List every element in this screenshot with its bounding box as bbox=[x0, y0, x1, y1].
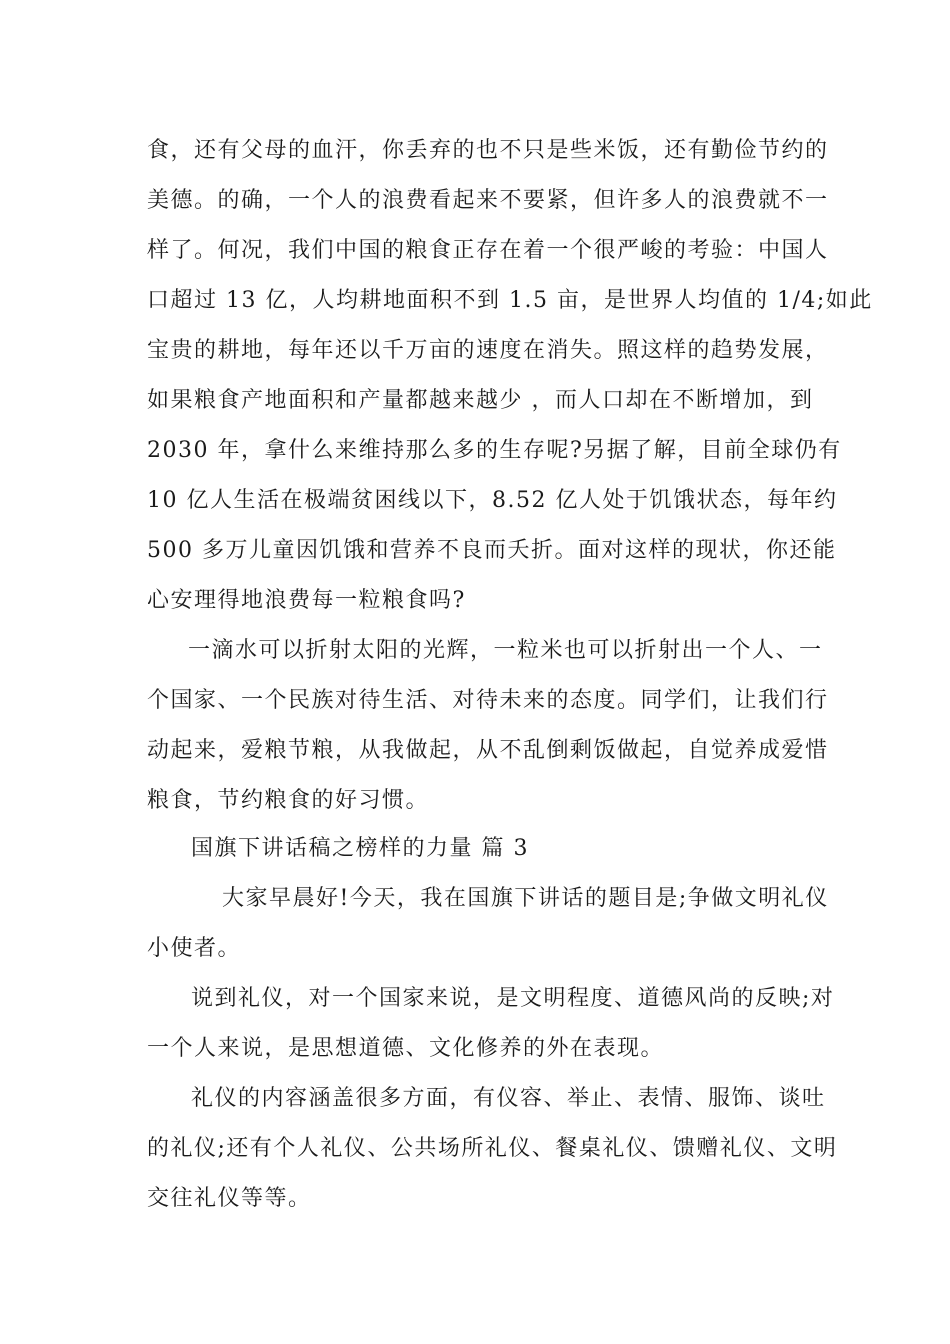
text-line: 礼仪的内容涵盖很多方面，有仪容、举止、表情、服饰、谈吐 bbox=[191, 1086, 826, 1111]
text-line: 食，还有父母的血汗，你丢弃的也不只是些米饭，还有勤俭节约的 bbox=[147, 138, 829, 163]
text-line: 如果粮食产地面积和产量都越来越少 ，而人口却在不断增加，到 bbox=[147, 388, 814, 413]
text-line: 一滴水可以折射太阳的光辉，一粒米也可以折射出一个人、一 bbox=[188, 638, 823, 663]
text-line: 大家早晨好!今天，我在国旗下讲话的题目是;争做文明礼仪 bbox=[222, 886, 829, 911]
text-line: 个国家、一个民族对待生活、对待未来的态度。同学们，让我们行 bbox=[147, 688, 829, 713]
text-line: 一个人来说，是思想道德、文化修养的外在表现。 bbox=[147, 1036, 665, 1061]
text-line: 说到礼仪，对一个国家来说，是文明程度、道德风尚的反映;对 bbox=[191, 986, 835, 1011]
text-line: 宝贵的耕地，每年还以千万亩的速度在消失。照这样的趋势发展， bbox=[147, 338, 829, 363]
text-line: 10 亿人生活在极端贫困线以下，8.52 亿人处于饥饿状态，每年约 bbox=[147, 488, 838, 513]
text-line: 交往礼仪等等。 bbox=[147, 1186, 312, 1211]
text-line: 样了。何况，我们中国的粮食正存在着一个很严峻的考验：中国人 bbox=[147, 238, 829, 263]
text-line: 口超过 13 亿，人均耕地面积不到 1.5 亩，是世界人均值的 1/4;如此 bbox=[147, 288, 873, 313]
text-line: 小使者。 bbox=[147, 936, 242, 961]
text-line: 500 多万儿童因饥饿和营养不良而夭折。面对这样的现状，你还能 bbox=[147, 538, 837, 563]
text-line: 美德。的确，一个人的浪费看起来不要紧，但许多人的浪费就不一 bbox=[147, 188, 829, 213]
text-line: 2030 年，拿什么来维持那么多的生存呢?另据了解，目前全球仍有 bbox=[147, 438, 842, 463]
text-line: 心安理得地浪费每一粒粮食吗? bbox=[147, 588, 466, 613]
text-line: 动起来，爱粮节粮，从我做起，从不乱倒剩饭做起，自觉养成爱惜 bbox=[147, 738, 829, 763]
text-line: 的礼仪;还有个人礼仪、公共场所礼仪、餐桌礼仪、馈赠礼仪、文明 bbox=[147, 1136, 838, 1161]
text-line: 粮食，节约粮食的好习惯。 bbox=[147, 788, 430, 813]
section-heading: 国旗下讲话稿之榜样的力量 篇 3 bbox=[191, 836, 529, 861]
